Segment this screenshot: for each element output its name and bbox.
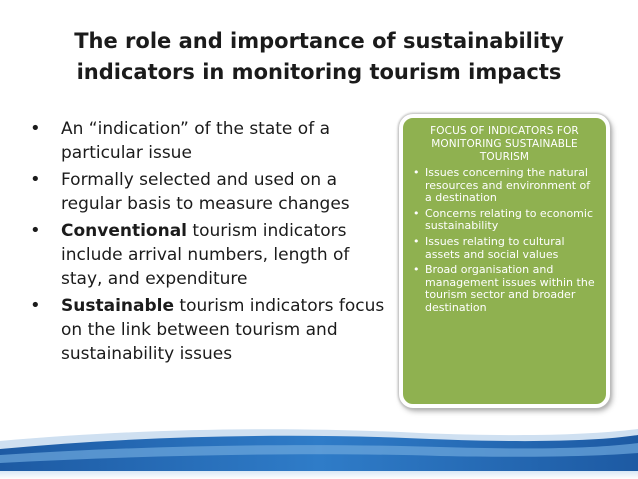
bullet-item <box>30 219 390 291</box>
focus-card-item: • Broad organisation and management issues within the tourism sector and broader destination <box>413 264 600 314</box>
bullet-text: tourism indicators include arrival numbers, length of stay, and expenditure <box>61 221 350 289</box>
bullet-text: Formally selected and used on a regular basis to measure changes <box>61 170 350 214</box>
focus-card-item: • Concerns relating to economic sustainability <box>413 208 600 233</box>
bullet-bold-term: Sustainable <box>61 296 174 316</box>
slide-title-line-1: The role and importance of sustainability <box>74 29 564 53</box>
slide-title-line-2: indicators in monitoring tourism impacts <box>76 60 562 84</box>
bullet-item <box>30 294 390 366</box>
focus-card-list <box>403 167 606 315</box>
bullet-bold-term: Conventional <box>61 221 188 241</box>
bullet-item <box>30 117 390 165</box>
slide-title <box>30 26 608 88</box>
footer-wave-band <box>0 419 638 479</box>
main-bullet-list <box>30 117 390 369</box>
bullet-item <box>30 168 390 216</box>
focus-card <box>399 114 610 408</box>
focus-card-item: • Issues relating to cultural assets and social values <box>413 236 600 261</box>
bullet-text: An “indication” of the state of a particular issue <box>61 119 331 163</box>
focus-card-item: • Issues concerning the natural resources and environment of a destination <box>413 167 600 205</box>
bullet-text: tourism indicators focus on the link between tourism and sustainability issues <box>61 296 385 364</box>
focus-card-title: FOCUS OF INDICATORS FOR MONITORING SUSTAINABLE TOURISM <box>430 125 579 163</box>
